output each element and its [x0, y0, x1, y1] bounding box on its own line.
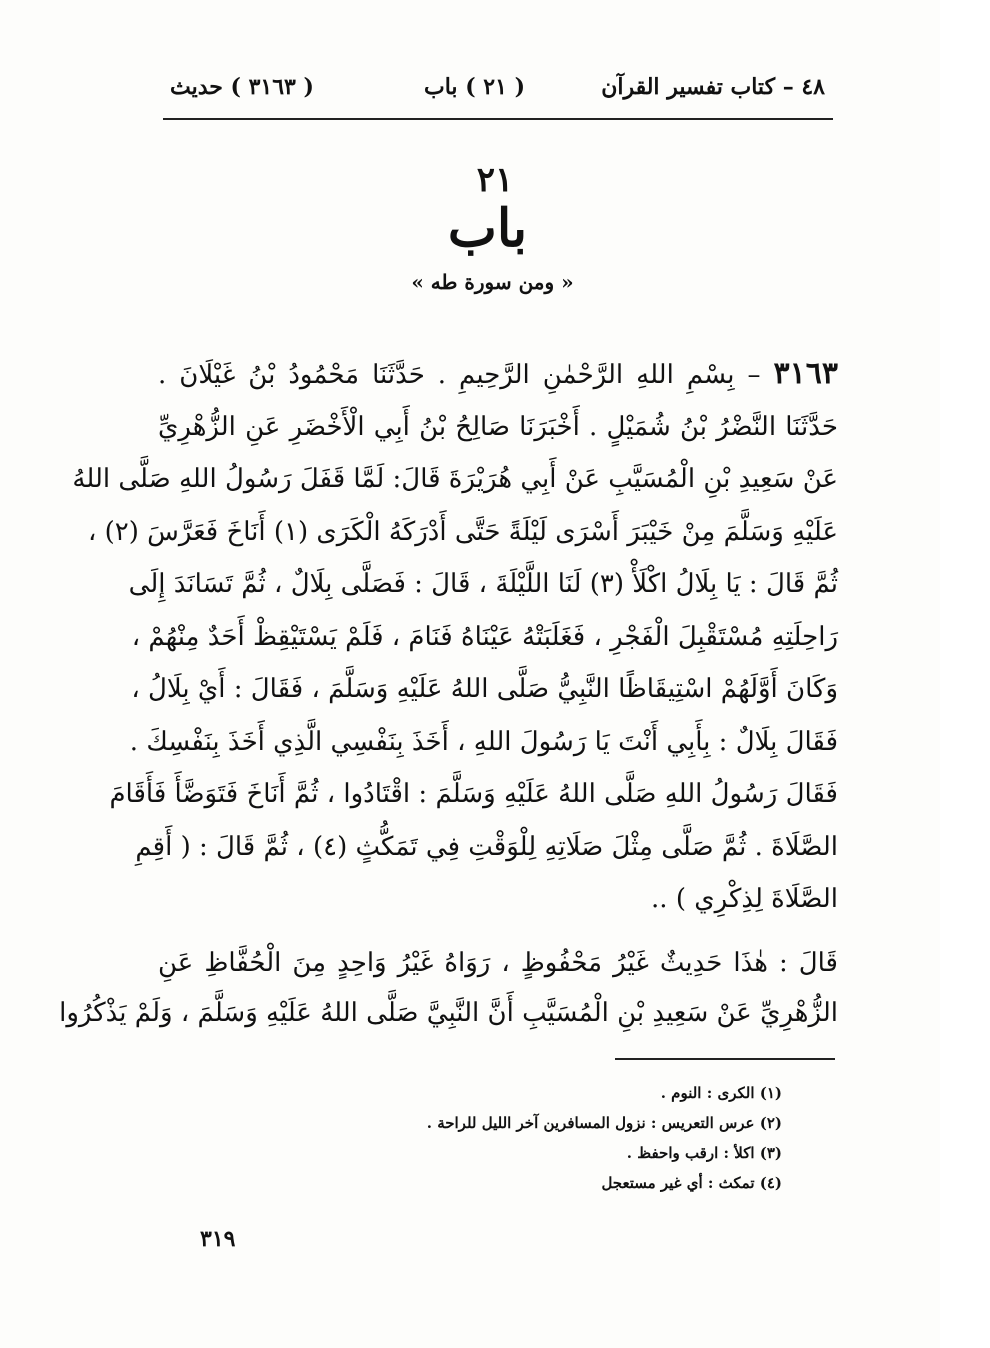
hadith-line: وَكَانَ أَوَّلَهُمْ اسْتِيقَاظًا النَّبِيُّ صَلَّى اللهُ عَلَيْهِ وَسَلَّمَ ، فَقَالَ : أَيْ بِلَالُ ، — [131, 674, 838, 704]
chapter-number: ٢١ — [476, 160, 514, 200]
hadith-line: فَقَالَ رَسُولُ اللهِ صَلَّى اللهُ عَلَيْهِ وَسَلَّمَ : اقْتَادُوا ، ثُمَّ أَنَاخَ فَتَوَضَّأَ فَأَقَامَ — [109, 779, 838, 809]
header-chapter-ref: ( ٢١ ) باب — [424, 74, 525, 100]
hadith-line: ثُمَّ قَالَ : يَا بِلَالُ اكْلَأْ (٣) لَنَا اللَّيْلَةَ ، قَالَ : فَصَلَّى بِلَالٌ ، ثُمَّ تَسَانَدَ إِلَى — [128, 569, 838, 599]
running-header — [170, 74, 825, 108]
footnote: (٤) تمكث : أي غير مستعجل — [601, 1174, 782, 1192]
header-hadith-ref: ( ٣١٦٣ ) حديث — [170, 74, 314, 100]
header-divider — [163, 118, 833, 120]
page-number: ٣١٩ — [200, 1226, 236, 1252]
hadith-line: عَلَيْهِ وَسَلَّمَ مِنْ خَيْبَرَ أَسْرَى لَيْلَةً حَتَّى أَدْرَكَهُ الْكَرَى (١) أَنَاخَ فَعَرَّسَ (٢) ، — [87, 516, 838, 547]
commentary-line: قَالَ : هٰذَا حَدِيثٌ غَيْرُ مَحْفُوظٍ ، رَوَاهُ غَيْرُ وَاحِدٍ مِنَ الْحُفَّاظِ عَنِ — [158, 948, 838, 978]
footnote: (١) الكرى : النوم . — [660, 1084, 782, 1102]
chapter-title: باب — [447, 198, 528, 259]
chapter-subtitle: « ومن سورة طه » — [411, 270, 574, 294]
hadith-line — [158, 348, 838, 401]
hadith-line: عَنْ سَعِيدِ بْنِ الْمُسَيَّبِ عَنْ أَبِي هُرَيْرَةَ قَالَ: لَمَّا قَفَلَ رَسُولُ اللهِ صَلَّى اللهُ — [72, 464, 838, 494]
hadith-line: فَقَالَ بِلَالٌ : بِأَبِي أَنْتَ يَا رَسُولَ اللهِ ، أَخَذَ بِنَفْسِي الَّذِي أَخَذَ بِنَفْسِكَ . — [129, 726, 838, 757]
hadith-line: الصَّلَاةَ لِذِكْرِي ) .. — [651, 884, 838, 914]
commentary-text — [59, 938, 838, 1038]
hadith-text — [72, 348, 838, 926]
hadith-number: ٣١٦٣ — [773, 356, 838, 391]
footnote-divider — [615, 1058, 835, 1060]
commentary-line: الزُّهْرِيِّ عَنْ سَعِيدِ بْنِ الْمُسَيَّبِ أَنَّ النَّبِيَّ صَلَّى اللهُ عَلَيْهِ وَسَلَّمَ ، وَلَمْ يَذْكُرُوا — [59, 998, 838, 1028]
header-book-title: ٤٨ – كتاب تفسير القرآن — [601, 74, 825, 100]
hadith-line: حَدَّثَنَا النَّضْرُ بْنُ شُمَيْلٍ . أَخْبَرَنَا صَالِحُ بْنُ أَبِي الْأَخْضَرِ عَنِ الزُّهْرِيِّ — [158, 411, 838, 442]
footnote: (٣) اكلأ : ارقب واحفظ . — [626, 1144, 782, 1162]
hadith-opening: – بِسْمِ اللهِ الرَّحْمٰنِ الرَّحِيمِ . حَدَّثَنَا مَحْمُودُ بْنُ غَيْلَانَ . — [158, 360, 761, 390]
hadith-line: الصَّلَاةَ . ثُمَّ صَلَّى مِثْلَ صَلَاتِهِ لِلْوَقْتِ فِي تَمَكُّثٍ (٤) ، ثُمَّ قَالَ : ( أَقِمِ — [135, 831, 838, 862]
footnote: (٢) عرس التعريس : نزول المسافرين آخر الليل للراحة . — [426, 1114, 782, 1132]
footnotes — [282, 1078, 782, 1198]
hadith-line: رَاحِلَتِهِ مُسْتَقْبِلَ الْفَجْرِ ، فَغَلَبَتْهُ عَيْنَاهُ فَنَامَ ، فَلَمْ يَسْتَيْقِظْ أَحَدٌ مِنْهُمْ ، — [131, 621, 838, 652]
